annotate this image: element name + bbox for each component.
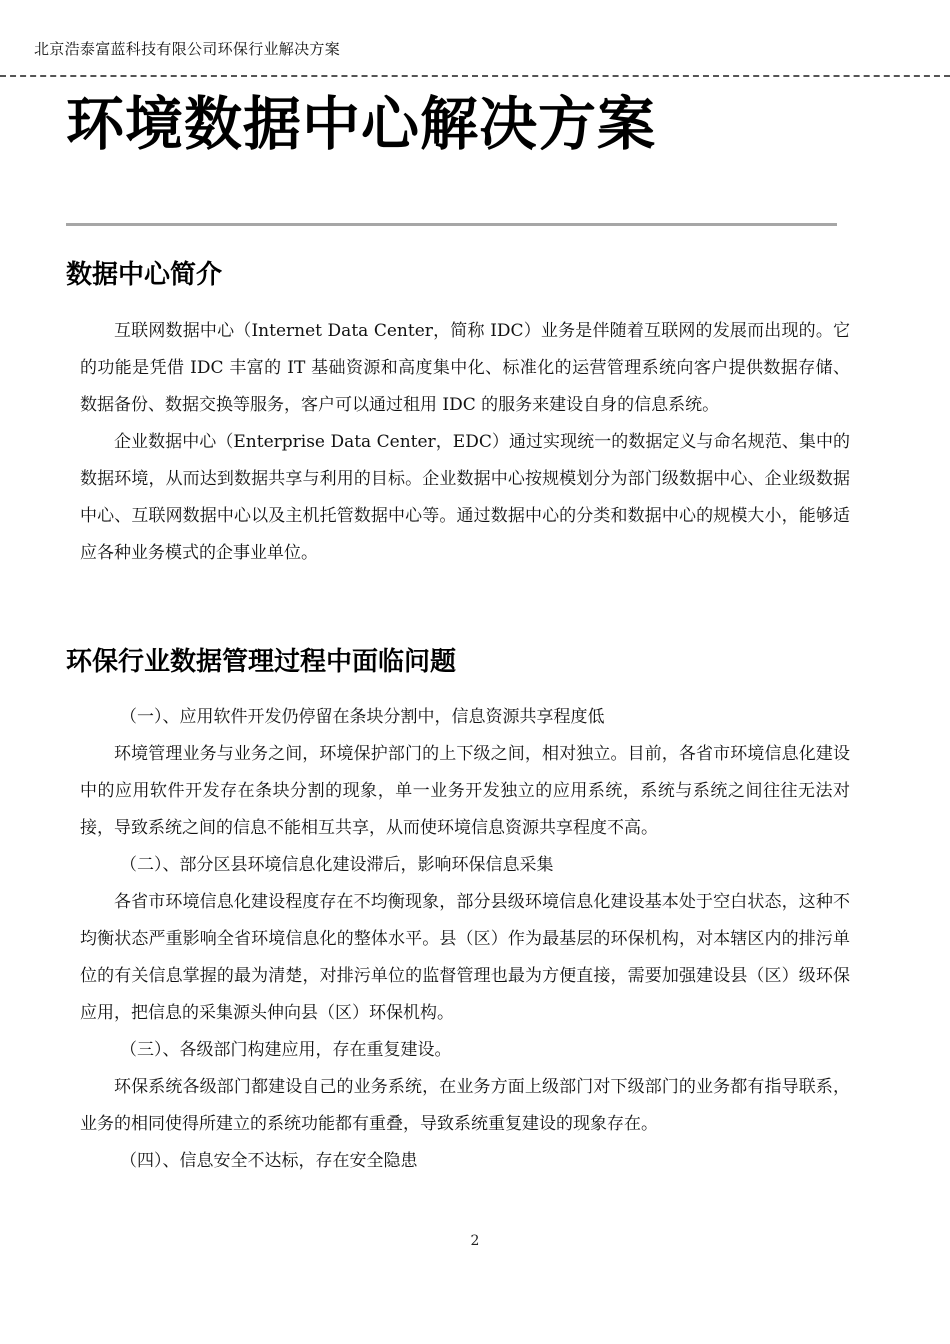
problem-subheading-3: （三）、各级部门构建应用，存在重复建设。 — [120, 1040, 452, 1060]
problem-body-3: 环保系统各级部门都建设自己的业务系统，在业务方面上级部门对下级部门的业务都有指导联系，业务的相同使得所建立的系统功能都有重叠，导致系统重复建设的现象存在。 — [80, 1077, 850, 1134]
document-title: 环境数据中心解决方案 — [66, 90, 657, 158]
problem-subheading-4: （四）、信息安全不达标，存在安全隐患 — [120, 1151, 418, 1171]
problem-subheading-1: （一）、应用软件开发仍停留在条块分割中，信息资源共享程度低 — [120, 707, 605, 727]
section-body-problems — [80, 699, 850, 1180]
section-heading-intro: 数据中心简介 — [66, 260, 223, 290]
page-number: 2 — [470, 1233, 480, 1249]
problem-body-2: 各省市环境信息化建设程度存在不均衡现象，部分县级环境信息化建设基本处于空白状态，这种不均衡状态严重影响全省环境信息化的整体水平。县（区）作为最基层的环保机构，对本辖区内的排污单位的有关信息掌握的最为清楚，对排污单位的监督管理也最为方便直接，需要加强建设县（区）级环保应用，把信息的采集源头伸向县（区）环保机构。 — [80, 892, 850, 1023]
title-divider — [66, 223, 837, 226]
problem-subheading-2: （二）、部分区县环境信息化建设滞后，影响环保信息采集 — [120, 855, 554, 875]
problem-body-1: 环境管理业务与业务之间，环境保护部门的上下级之间，相对独立。目前，各省市环境信息化建设中的应用软件开发存在条块分割的现象，单一业务开发独立的应用系统，系统与系统之间往往无法对接，导致系统之间的信息不能相互共享，从而使环境信息资源共享程度不高。 — [80, 744, 850, 838]
paragraph-idc: 互联网数据中心（Internet Data Center，简称 IDC）业务是伴随着互联网的发展而出现的。它的功能是凭借 IDC 丰富的 IT 基础资源和高度集中化、标准化的运营管理系统向客户提供数据存储、数据备份、数据交换等服务，客户可以通过租用 IDC 的服务来建设自身的信息系统。 — [80, 321, 850, 415]
section-heading-problems: 环保行业数据管理过程中面临问题 — [66, 647, 457, 677]
header-divider — [0, 75, 950, 77]
section-body-intro — [80, 313, 850, 572]
running-header: 北京浩泰富蓝科技有限公司环保行业解决方案 — [34, 40, 341, 58]
paragraph-edc: 企业数据中心（Enterprise Data Center，EDC）通过实现统一的数据定义与命名规范、集中的数据环境，从而达到数据共享与利用的目标。企业数据中心按规模划分为部门级数据中心、企业级数据中心、互联网数据中心以及主机托管数据中心等。通过数据中心的分类和数据中心的规模大小，能够适应各种业务模式的企事业单位。 — [80, 432, 850, 563]
